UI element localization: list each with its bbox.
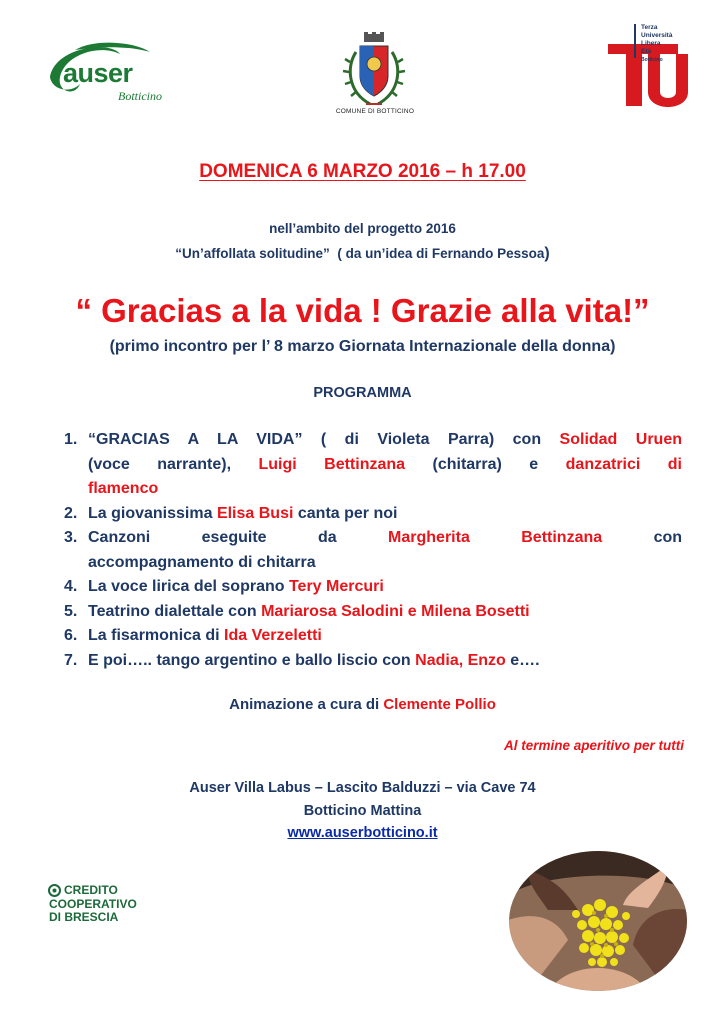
tu-line-1: Terza — [641, 24, 658, 31]
programma-item-5: 5. Teatrino dialettale con Mariarosa Salodini e Milena Bosetti — [64, 602, 530, 620]
tu-line-3: Libera — [641, 40, 661, 47]
programma-item-7: 7. E poi….. tango argentino e ballo liscio con Nadia, Enzo e…. — [64, 651, 540, 669]
website-link[interactable]: www.auserbotticino.it — [287, 825, 438, 841]
tu-line-2: Università — [641, 32, 673, 39]
tu-line-5: Botticino — [641, 57, 663, 63]
credito-line-1: CREDITO — [64, 883, 118, 897]
venue-address: Auser Villa Labus – Lascito Balduzzi – via Cave 74 — [189, 780, 536, 796]
event-ambito: nell’ambito del progetto 2016 — [269, 221, 456, 236]
main-subtitle: (primo incontro per l’ 8 marzo Giornata Internazionale della donna) — [109, 338, 616, 355]
programma-item-4: 4. La voce lirica del soprano Tery Mercuri — [64, 578, 384, 595]
event-date: DOMENICA 6 MARZO 2016 – h 17.00 — [199, 161, 526, 182]
aperitivo-note: Al termine aperitivo per tutti — [503, 738, 684, 753]
main-title: “ Gracias a la vida ! Grazie alla vita!” — [75, 292, 650, 329]
programma-item-2: 2. La giovanissima Elisa Busi canta per noi — [64, 504, 398, 522]
animazione-line: Animazione a cura di Clemente Pollio — [229, 696, 496, 713]
programma-item-3: 3. Canzoni eseguite da Margherita Bettinzana con accompagnamento di chitarra — [64, 529, 683, 571]
auser-logo-sub: Botticino — [118, 89, 162, 103]
tu-line-4: Età — [641, 48, 652, 55]
credito-line-2: COOPERATIVO — [49, 897, 137, 911]
credito-logo-icon — [48, 884, 61, 897]
comune-caption: COMUNE DI BOTTICINO — [335, 108, 415, 115]
event-progetto: “Un’affollata solitudine” ( da un’idea di Fernando Pessoa) — [175, 245, 550, 262]
programma-item-6: 6. La fisarmonica di Ida Verzeletti — [64, 627, 322, 644]
programma-item-1: 1. “GRACIAS A LA VIDA” ( di Violeta Parra) con Solidad Uruen (voce narrante), Luigi Bettinzana (chitarra) e danzatrici di flamenco — [64, 431, 683, 497]
programma-heading: PROGRAMMA — [313, 385, 412, 401]
comune-coat-of-arms-icon — [340, 32, 408, 112]
credito-line-3: DI BRESCIA — [49, 910, 119, 924]
auser-logo-name: auser — [63, 58, 133, 88]
venue-town: Botticino Mattina — [303, 803, 422, 819]
programma-list — [64, 428, 682, 673]
mimosa-hands-photo — [508, 850, 688, 992]
